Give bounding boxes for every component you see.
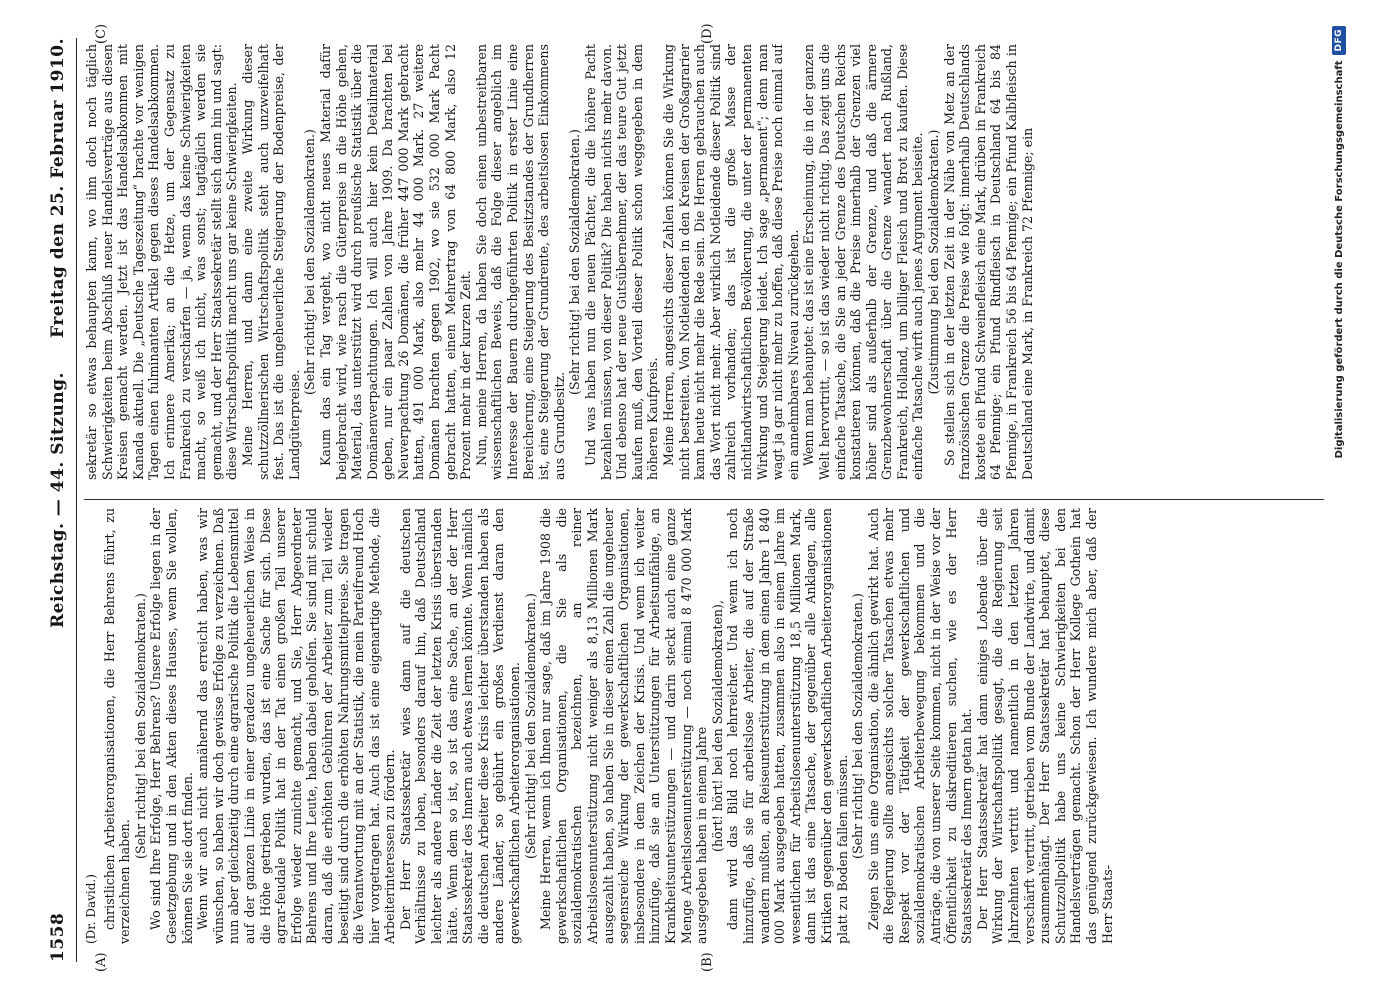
- paragraph: Der Herr Staatssekretär hat dann einiges Lobende über die Wirkung der Wirtschaftspolitik gesagt, die die Regierung seit Jahrzehnten vertritt und namentlich in den letzten Jahren verschärft vertritt, getrieben vom Bunde der Landwirte, und damit zusammenhängt. Der Herr Staatssekretär hat behauptet, diese Schutzzollpolitik habe uns keine Schwierigkeiten bei den Handelsverträgen gemacht. Schon der Herr Kollege Gothein hat das genügend zurückgewiesen. Ich wundere mich aber, daß der Herr Staats-: [974, 508, 1115, 944]
- dfg-logo: DFG: [1332, 26, 1346, 55]
- interjection: (hört! hört! bei den Sozialdemokraten),: [709, 600, 725, 852]
- dfg-credit-text: Digitalisierung gefördert durch die Deutsche Forschungsgemeinschaft: [1333, 60, 1344, 459]
- margin-mark-b: (B): [699, 952, 715, 972]
- paragraph: Nun, meine Herren, da haben Sie doch einen unbestreitbaren wissenschaftlichen Beweis, daß die Folge dieser angeblich im Interesse der Bauern durchgeführten Politik in erster Linie eine Bereicherung, eine Steigerung des Besitzstandes der Grundherren ist, eine Steigerung der Grundrente, des arbeitslosen Einkommens aus Grundbesitz.: [473, 44, 567, 480]
- margin-mark-a: (A): [93, 952, 109, 972]
- paragraph: Kaum das ein Tag vergeht, wo nicht neues Material dafür beigebracht wird, wie rasch die Güterpreise in die Höhe gehen, Material, das unterstützt wird durch preußische Statistik über die Domänenverpachtungen. Ich will auch hier kein Detailmaterial geben, nur ein paar Zahlen von Jahre 1909. Da brachten bei Neuverpachtung 26 Domänen, die früher 447 000 Mark gebracht hatten, 491 000 Mark, also mehr 44 000 Mark. 27 weitere Domänen brachten gegen 1902, wo sie 532 000 Mark Pacht gebracht hatten, einen Mehrertrag von 64 800 Mark, also 12 Prozent mehr in der kurzen Zeit.: [317, 44, 473, 480]
- margin-mark-c: (C): [93, 23, 109, 44]
- paragraph: So stellen sich in der letzten Zeit in der Nähe von Metz an der französischen Grenze die Preise wie folgt: innerhalb Deutschlands kostete ein Pfund Schweinefleisch eine Mark, drüben in Frankreich 64 Pfennige; ein Pfund Rindfleisch in Deutschland 64 bis 84 Pfennige, in Frankreich 56 bis 64 Pfennige; ein Pfund Kalbfleisch in Deutschland eine Mark, in Frankreich 72 Pfennige; ein: [941, 44, 1035, 480]
- interjection: (Sehr richtig! bei den Sozialdemokraten.): [301, 129, 317, 395]
- page-header: [48, 38, 72, 962]
- interjection: (Zustimmung bei den Sozialdemokraten.): [925, 129, 941, 395]
- column-divider: [84, 499, 1324, 500]
- right-column: [84, 44, 1324, 480]
- paragraph: Meine Herren, wenn ich Ihnen nur sage, daß im Jahre 1908 die gewerkschaftlichen Organisationen, die Sie als die sozialdemokratischen bezeichnen, an reiner Arbeitslosenunterstützung nicht weniger als 8,13 Millionen Mark ausgezahlt haben, so haben Sie in dieser einen Zahl die ungeheuer segensreiche Wirkung der gewerkschaftlichen Organisationen, insbesondere in dem Zeichen der Krisis. Und wenn ich weiter hinzufüge, daß sie an Unterstützungen für Arbeitsunfähige, an Krankheitsunterstützungen — und darin steckt auch eine ganze Menge Arbeitslosenunterstützung — noch einmal 8 470 000 Mark ausgegeben haben in einem Jahre: [537, 508, 709, 944]
- paragraph: Wenn man behauptet: das ist eine Erscheinung, die in der ganzen Welt hervortritt, — so ist das wieder nicht richtig. Das zeigt uns die einfache Tatsache, die Sie an jeder Grenze des Deutschen Reichs konstatieren können, daß die Preise innerhalb der Grenzen viel höher sind als außerhalb der Grenze, und daß die ärmere Grenzbewohnerschaft über die Grenze wandert nach Rußland, Frankreich, Holland, um billiger Fleisch und Brot zu kaufen. Diese einfache Tatsache wirft auch jenes Argument beiseite.: [800, 44, 925, 480]
- left-column: [84, 508, 1324, 944]
- paragraph: christlichen Arbeiterorganisationen, die Herr Behrens führt, zu verzeichnen haben.: [101, 508, 132, 944]
- document-page: [32, 20, 1352, 980]
- paragraph: dann wird das Bild noch lehrreicher. Und wenn ich noch hinzufüge, daß sie für arbeitslose Arbeiter, die auf der Straße wandern mußten, an Reiseunterstützung in dem einen Jahre 1 840 000 Mark ausgegeben hatten, zusammen also in einem Jahre im wesentlichen für Arbeitslosenunterstützung 18,5 Millionen Mark, dann ist das eine Tatsache, der gegenüber alle Anklagen, alle Kritiken gegenüber den gewerkschaftlichen Arbeiterorganisationen platt zu Boden fallen müssen.: [724, 508, 849, 944]
- paragraph: Meine Herren, angesichts dieser Zahlen können Sie die Wirkung nicht bestreiten. Von Notleidenden in den Kreisen der Großagrarier kann heute nicht mehr die Rede sein. Die Herren gebrauchen auch das Wort nicht mehr. Aber wirklich Notleidende dieser Politik sind zahlreich vorhanden; das ist die große Masse der nichtlandwirtschaftlichen Bevölkerung, die unter der permanenten Wirkung und Steigerung leidet. Ich sage „permanent“; denn man wagt ja gar nicht mehr zu hoffen, daß diese Preise noch einmal auf ein annehmbares Niveau zurückgehen.: [660, 44, 801, 480]
- interjection: (Sehr richtig! bei den Sozialdemokraten.): [522, 593, 538, 859]
- paragraph: Und was haben nun die neuen Pächter, die die höhere Pacht bezahlen müssen, von dieser Politik? Die haben nichts mehr davon. Und ebenso hat der neue Gutsübernehmer, der das teure Gut jetzt kaufen muß, den Vorteil dieser Politik schon weggegeben in dem höheren Kaufpreis.: [582, 44, 660, 480]
- header-rule: [76, 38, 77, 962]
- paragraph: Der Herr Staatssekretär wies dann auf die deutschen Verhältnisse zu loben, besonders darauf hin, daß Deutschland leichter als andere Länder die Zeit der letzten Krisis überstanden hätte. Wenn dem so ist, so ist das eine Sache, an der der Herr Staatssekretär des Innern auch etwas lernen könnte. Wenn nämlich die deutschen Arbeiter diese Krisis leichter überstanden haben als andere Länder, so gebührt ein großes Verdienst daran den gewerkschaftlichen Arbeiterorganisationen.: [397, 508, 522, 944]
- digitization-note: [1332, 26, 1346, 458]
- paragraph: Wenn wir auch nicht annähernd das erreicht haben, was wir wünschen, so haben wir doch gewisse Erfolge zu verzeichnen. Daß nun aber gleichzeitig durch eine agrarische Politik die Lebensmittel auf der ganzen Linie in einer geradezu ungeheuerlichen Weise in die Höhe getrieben wurden, das ist eine Sache für sich. Diese agrar-feudale Politik hat in der Tat einen großen Teil unserer Erfolge wieder zunichte gemacht, und Sie, Herr Abgeordneter Behrens und Ihre Leute, haben dabei geholfen. Sie sind mit schuld daran, daß die erhöhten Gebühren der Arbeiter zum Teil wieder beseitigt sind durch die erhöhten Nahrungsmittelpreise. Sie tragen die Verantwortung mit an der Statistik, die mein Parteifreund Hoch hier vorgetragen hat. Auch das ist eine eigenartige Methode, die Arbeiterinteressen zu fördern.: [194, 508, 397, 944]
- paragraph: Meine Herren, und dann eine zweite Wirkung dieser schutzzöllnerischen Wirtschaftspolitik steht auch unzweifelhaft fest. Das ist die ungeheuerliche Steigerung der Bodenpreise, der Landgüterpreise.: [239, 44, 302, 480]
- margin-mark-d: (D): [699, 23, 715, 44]
- interjection: (Sehr richtig! bei den Sozialdemokraten.): [132, 593, 148, 859]
- page-number: 1558: [47, 912, 68, 962]
- paragraph: Zeigen Sie uns eine Organisation, die ähnlich gewirkt hat. Auch die Regierung sollte angesichts solcher Tatsachen etwas mehr Respekt vor der Tätigkeit der gewerkschaftlichen und sozialdemokratischen Arbeiterbewegung bekommen und die Anträge, die von unserer Seite kommen, nicht in der Weise vor der Öffentlichkeit zu diskreditieren suchen, wie es der Herr Staatssekretär des Innern getan hat.: [865, 508, 974, 944]
- paragraph: Wo sind Ihre Erfolge, Herr Behrens? Unsere Erfolge liegen in der Gesetzgebung und in den Akten dieses Hauses, wenn Sie wollen, können Sie sie dort finden.: [147, 508, 195, 944]
- interjection: (Sehr richtig! bei den Sozialdemokraten.): [849, 593, 865, 859]
- session-title: Reichstag. — 44. Sitzung.: [47, 372, 68, 628]
- paragraph: sekretär so etwas behaupten kann, wo ihm doch noch täglich Schwierigkeiten beim Abschluß neuer Handelsverträge aus diesen Kreisen gemacht werden. Jetzt ist das Handelsabkommen mit Kanada aktuell. Die „Deutsche Tageszeitung“ brachte vor wenigen Tagen einen fulminanten Artikel gegen dieses Handelsabkommen. Ich erinnere Amerika; an die Hetze, um der Gegensatz zu Frankreich zu verschärfen — ja, wenn das keine Schwierigkeiten macht, so weiß ich nicht, was sonst; tagtäglich werden sie gemacht, und der Herr Staatssekretär stellt sich dann hin und sagt: diese Wirtschaftspolitik macht uns gar keine Schwierigkeiten.: [83, 44, 239, 480]
- session-date: Freitag den 25. Februar 1910.: [47, 38, 68, 338]
- interjection: (Sehr richtig! bei den Sozialdemokraten.): [566, 129, 582, 395]
- speaker-label: (Dr. David.): [83, 874, 98, 944]
